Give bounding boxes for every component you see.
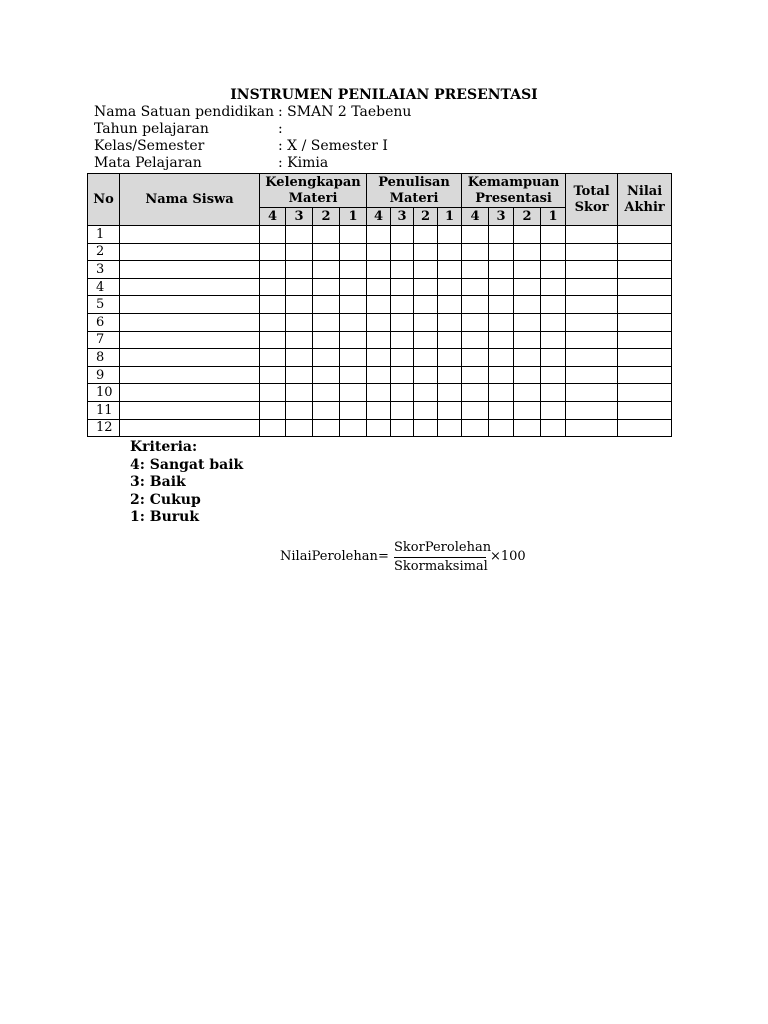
- formula-numerator: SkorPerolehan: [394, 540, 486, 558]
- info-value: :: [278, 121, 283, 137]
- score-cell: [340, 278, 367, 296]
- student-name-cell: [120, 261, 260, 279]
- student-name-cell: [120, 278, 260, 296]
- score-cell: [414, 384, 438, 402]
- score-cell: [367, 313, 391, 331]
- final-score-cell: [618, 278, 672, 296]
- score-cell: [260, 313, 286, 331]
- score-cell: [514, 349, 541, 367]
- score-cell: [391, 261, 414, 279]
- score-cell: [391, 243, 414, 261]
- score-cell: [489, 331, 514, 349]
- score-cell: [391, 331, 414, 349]
- criteria-item: 1: Buruk: [130, 509, 200, 525]
- table-row: [88, 366, 672, 384]
- score-cell: [367, 349, 391, 367]
- score-cell: [260, 384, 286, 402]
- score-cell: [541, 331, 566, 349]
- score-cell: [438, 296, 462, 314]
- row-number: 7: [88, 331, 120, 349]
- info-label: Kelas/Semester: [94, 138, 205, 154]
- score-cell: [438, 226, 462, 244]
- score-cell: [367, 384, 391, 402]
- score-cell: [286, 226, 313, 244]
- score-cell: [367, 296, 391, 314]
- score-cell: [541, 226, 566, 244]
- score-cell: [391, 419, 414, 437]
- score-cell: [438, 401, 462, 419]
- row-number: 12: [88, 419, 120, 437]
- score-cell: [489, 384, 514, 402]
- score-header-cell: 3: [286, 208, 313, 226]
- student-name-cell: [120, 384, 260, 402]
- score-cell: [438, 331, 462, 349]
- score-cell: [462, 243, 489, 261]
- score-cell: [462, 226, 489, 244]
- row-number: 4: [88, 278, 120, 296]
- header-nama-siswa: Nama Siswa: [120, 174, 260, 226]
- score-cell: [438, 261, 462, 279]
- score-cell: [514, 366, 541, 384]
- score-cell: [462, 419, 489, 437]
- score-cell: [514, 296, 541, 314]
- score-cell: [489, 261, 514, 279]
- score-cell: [489, 226, 514, 244]
- score-cell: [414, 349, 438, 367]
- score-cell: [462, 261, 489, 279]
- final-score-cell: [618, 226, 672, 244]
- score-cell: [260, 366, 286, 384]
- score-cell: [414, 278, 438, 296]
- page-title: INSTRUMEN PENILAIAN PRESENTASI: [230, 87, 538, 103]
- score-cell: [286, 419, 313, 437]
- table-row: [88, 419, 672, 437]
- score-cell: [414, 419, 438, 437]
- score-header-cell: 1: [438, 208, 462, 226]
- final-score-cell: [618, 243, 672, 261]
- score-cell: [489, 243, 514, 261]
- score-cell: [541, 419, 566, 437]
- score-cell: [438, 366, 462, 384]
- score-cell: [514, 331, 541, 349]
- score-cell: [462, 366, 489, 384]
- score-cell: [313, 349, 340, 367]
- score-cell: [414, 401, 438, 419]
- score-cell: [438, 313, 462, 331]
- score-cell: [260, 226, 286, 244]
- formula-fraction: [394, 540, 492, 574]
- final-score-cell: [618, 296, 672, 314]
- score-header-cell: 4: [260, 208, 286, 226]
- score-cell: [391, 313, 414, 331]
- score-cell: [391, 278, 414, 296]
- table-row: [88, 331, 672, 349]
- score-cell: [514, 313, 541, 331]
- table-row: [88, 349, 672, 367]
- criteria-item: 3: Baik: [130, 474, 186, 490]
- score-header-cell: 2: [313, 208, 340, 226]
- formula-lhs: NilaiPerolehan: [280, 549, 378, 564]
- score-cell: [414, 243, 438, 261]
- score-cell: [313, 243, 340, 261]
- student-name-cell: [120, 419, 260, 437]
- score-cell: [438, 243, 462, 261]
- score-cell: [313, 419, 340, 437]
- score-cell: [367, 366, 391, 384]
- score-cell: [489, 278, 514, 296]
- score-cell: [367, 401, 391, 419]
- score-cell: [391, 226, 414, 244]
- score-cell: [514, 243, 541, 261]
- table-row: [88, 226, 672, 244]
- row-number: 9: [88, 366, 120, 384]
- total-score-cell: [566, 331, 618, 349]
- score-cell: [514, 226, 541, 244]
- score-cell: [340, 296, 367, 314]
- score-cell: [313, 384, 340, 402]
- header-no: No: [88, 174, 120, 226]
- score-cell: [313, 226, 340, 244]
- row-number: 11: [88, 401, 120, 419]
- score-cell: [260, 419, 286, 437]
- score-cell: [541, 243, 566, 261]
- score-cell: [391, 296, 414, 314]
- criteria-item: 4: Sangat baik: [130, 456, 244, 473]
- score-cell: [438, 278, 462, 296]
- score-cell: [367, 419, 391, 437]
- final-score-cell: [618, 384, 672, 402]
- final-score-cell: [618, 331, 672, 349]
- assessment-table: [87, 173, 672, 437]
- score-cell: [340, 226, 367, 244]
- criteria-legend: [130, 439, 243, 527]
- score-cell: [541, 261, 566, 279]
- score-cell: [313, 296, 340, 314]
- student-name-cell: [120, 313, 260, 331]
- score-cell: [489, 401, 514, 419]
- score-cell: [514, 419, 541, 437]
- score-cell: [414, 296, 438, 314]
- score-cell: [340, 243, 367, 261]
- score-cell: [438, 349, 462, 367]
- score-cell: [541, 296, 566, 314]
- score-cell: [462, 313, 489, 331]
- score-cell: [286, 278, 313, 296]
- final-score-cell: [618, 261, 672, 279]
- score-cell: [340, 366, 367, 384]
- score-cell: [489, 366, 514, 384]
- header-kemampuan-presentasi: Kemampuan Presentasi: [462, 174, 566, 208]
- score-cell: [414, 226, 438, 244]
- final-score-cell: [618, 366, 672, 384]
- score-cell: [367, 278, 391, 296]
- student-name-cell: [120, 226, 260, 244]
- score-cell: [514, 384, 541, 402]
- score-cell: [313, 401, 340, 419]
- info-label: Nama Satuan pendidikan: [94, 104, 275, 120]
- total-score-cell: [566, 349, 618, 367]
- score-cell: [260, 331, 286, 349]
- score-header-cell: 4: [462, 208, 489, 226]
- total-score-cell: [566, 243, 618, 261]
- row-number: 1: [88, 226, 120, 244]
- info-row-year: [94, 121, 283, 137]
- info-row-class: [94, 138, 388, 154]
- score-cell: [286, 331, 313, 349]
- score-cell: [541, 313, 566, 331]
- score-cell: [462, 331, 489, 349]
- score-cell: [367, 331, 391, 349]
- score-cell: [391, 366, 414, 384]
- row-number: 8: [88, 349, 120, 367]
- score-cell: [489, 419, 514, 437]
- table-row: [88, 384, 672, 402]
- info-value: : SMAN 2 Taebenu: [278, 104, 412, 120]
- student-name-cell: [120, 243, 260, 261]
- score-header-cell: 2: [414, 208, 438, 226]
- score-cell: [541, 384, 566, 402]
- criteria-item: 2: Cukup: [130, 491, 201, 508]
- score-cell: [286, 384, 313, 402]
- final-score-cell: [618, 419, 672, 437]
- total-score-cell: [566, 401, 618, 419]
- score-cell: [313, 278, 340, 296]
- row-number: 6: [88, 313, 120, 331]
- score-cell: [286, 349, 313, 367]
- info-label: Mata Pelajaran: [94, 155, 202, 171]
- score-cell: [462, 278, 489, 296]
- info-row-subject: [94, 155, 328, 171]
- score-cell: [286, 366, 313, 384]
- score-header-cell: 1: [340, 208, 367, 226]
- score-cell: [260, 401, 286, 419]
- student-name-cell: [120, 349, 260, 367]
- score-cell: [414, 313, 438, 331]
- formula-multiplier: ×100: [490, 549, 526, 564]
- total-score-cell: [566, 296, 618, 314]
- formula-denominator: Skormaksimal: [394, 559, 488, 574]
- score-cell: [340, 349, 367, 367]
- score-cell: [462, 349, 489, 367]
- score-cell: [514, 278, 541, 296]
- score-cell: [286, 313, 313, 331]
- score-cell: [286, 261, 313, 279]
- score-cell: [462, 296, 489, 314]
- score-cell: [462, 384, 489, 402]
- total-score-cell: [566, 226, 618, 244]
- final-score-cell: [618, 349, 672, 367]
- score-cell: [340, 261, 367, 279]
- total-score-cell: [566, 261, 618, 279]
- score-header-cell: 2: [514, 208, 541, 226]
- table-row: [88, 401, 672, 419]
- table-row: [88, 243, 672, 261]
- student-name-cell: [120, 366, 260, 384]
- score-cell: [260, 349, 286, 367]
- final-score-cell: [618, 313, 672, 331]
- score-cell: [391, 384, 414, 402]
- table-row: [88, 296, 672, 314]
- total-score-cell: [566, 313, 618, 331]
- score-cell: [313, 366, 340, 384]
- score-header-cell: 3: [489, 208, 514, 226]
- score-cell: [541, 278, 566, 296]
- score-cell: [489, 313, 514, 331]
- score-cell: [489, 296, 514, 314]
- score-cell: [514, 401, 541, 419]
- table-row: [88, 313, 672, 331]
- score-cell: [489, 349, 514, 367]
- score-cell: [438, 384, 462, 402]
- info-value: : Kimia: [278, 155, 329, 171]
- score-cell: [438, 419, 462, 437]
- header-nilai-akhir: Nilai Akhir: [618, 174, 672, 226]
- info-row-school: [94, 104, 411, 120]
- score-cell: [541, 401, 566, 419]
- score-cell: [514, 261, 541, 279]
- score-cell: [260, 278, 286, 296]
- score-cell: [313, 313, 340, 331]
- score-header-cell: 3: [391, 208, 414, 226]
- score-cell: [414, 261, 438, 279]
- score-cell: [414, 366, 438, 384]
- score-cell: [260, 261, 286, 279]
- score-header-cell: 1: [541, 208, 566, 226]
- info-value: : X / Semester I: [278, 138, 388, 154]
- score-cell: [391, 349, 414, 367]
- score-cell: [313, 261, 340, 279]
- criteria-title: Kriteria:: [130, 439, 198, 455]
- score-header-cell: 4: [367, 208, 391, 226]
- score-cell: [340, 401, 367, 419]
- score-cell: [286, 401, 313, 419]
- score-cell: [286, 243, 313, 261]
- student-name-cell: [120, 331, 260, 349]
- score-cell: [340, 384, 367, 402]
- score-cell: [462, 401, 489, 419]
- score-cell: [313, 331, 340, 349]
- total-score-cell: [566, 366, 618, 384]
- final-score-cell: [618, 401, 672, 419]
- info-label: Tahun pelajaran: [94, 121, 209, 137]
- score-cell: [340, 331, 367, 349]
- score-cell: [414, 331, 438, 349]
- row-number: 2: [88, 243, 120, 261]
- formula-equals: =: [378, 549, 389, 564]
- header-kelengkapan-materi: Kelengkapan Materi: [260, 174, 367, 208]
- student-name-cell: [120, 296, 260, 314]
- score-cell: [340, 313, 367, 331]
- header-total-skor: Total Skor: [566, 174, 618, 226]
- score-cell: [260, 296, 286, 314]
- score-cell: [260, 243, 286, 261]
- score-cell: [286, 296, 313, 314]
- row-number: 3: [88, 261, 120, 279]
- score-cell: [367, 226, 391, 244]
- score-cell: [541, 349, 566, 367]
- total-score-cell: [566, 278, 618, 296]
- table-row: [88, 278, 672, 296]
- header-penulisan-materi: Penulisan Materi: [367, 174, 462, 208]
- score-cell: [541, 366, 566, 384]
- total-score-cell: [566, 419, 618, 437]
- total-score-cell: [566, 384, 618, 402]
- row-number: 10: [88, 384, 120, 402]
- score-cell: [340, 419, 367, 437]
- score-cell: [391, 401, 414, 419]
- row-number: 5: [88, 296, 120, 314]
- score-cell: [367, 261, 391, 279]
- table-row: [88, 261, 672, 279]
- student-name-cell: [120, 401, 260, 419]
- score-cell: [367, 243, 391, 261]
